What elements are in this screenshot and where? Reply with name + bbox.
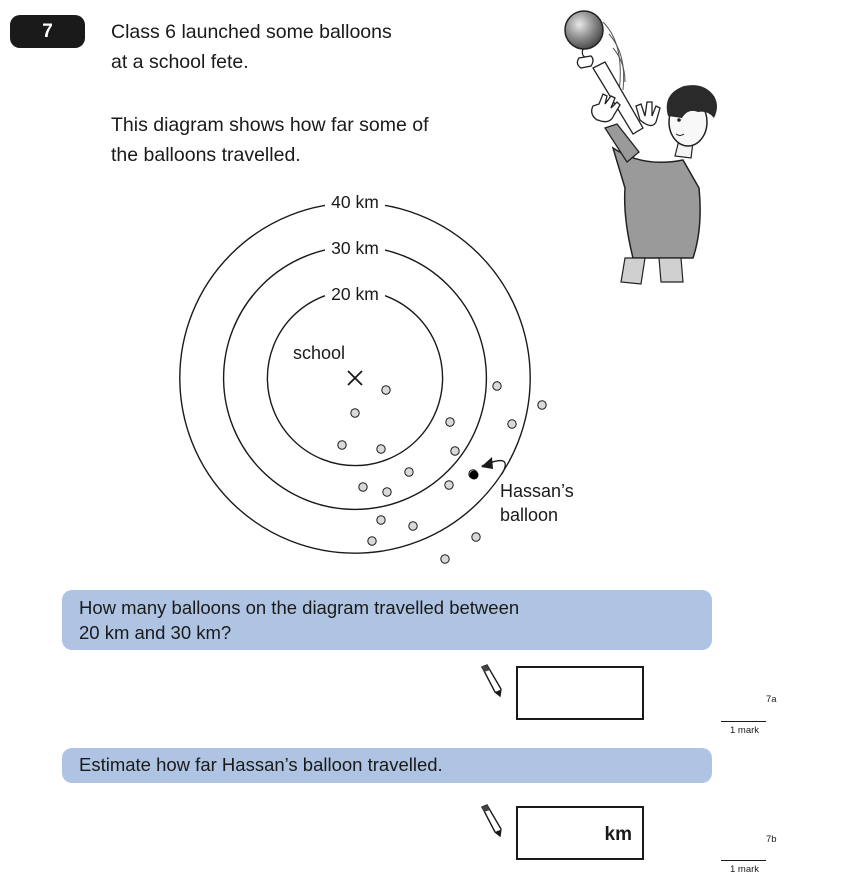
mark-divider <box>721 860 766 861</box>
balloon-marker <box>359 483 367 491</box>
intro-line: Class 6 launched some balloons <box>111 21 392 43</box>
balloon-marker <box>409 522 417 530</box>
school-label: school <box>292 343 346 363</box>
mark-divider <box>721 721 766 722</box>
description-line: This diagram shows how far some of <box>111 114 429 136</box>
prompt-line: 20 km and 30 km? <box>79 622 232 643</box>
prompt-line: Estimate how far Hassan’s balloon travelled. <box>79 754 443 775</box>
hassans-balloon-marker <box>470 471 479 480</box>
question-number: 7 <box>10 15 85 48</box>
balloon-markers <box>338 382 546 563</box>
part-b-id: 7b <box>766 834 777 845</box>
balloon-marker <box>351 409 359 417</box>
balloon-marker <box>405 468 413 476</box>
balloon-marker <box>538 401 546 409</box>
balloon-marker <box>382 386 390 394</box>
balloon-marker <box>441 555 449 563</box>
ring-label-40: 40 km <box>331 192 379 212</box>
balloon-marker <box>472 533 480 541</box>
ring-label-20: 20 km <box>331 284 379 304</box>
balloon-marker <box>446 418 454 426</box>
pencil-icon <box>478 664 504 698</box>
balloon-marker <box>377 445 385 453</box>
ring-label-30: 30 km <box>331 238 379 258</box>
balloon-marker <box>338 441 346 449</box>
part-b-marks: 1 mark <box>730 864 760 875</box>
part-a-marks: 1 mark <box>730 725 760 736</box>
balloon-marker <box>508 420 516 428</box>
description-line: the balloons travelled. <box>111 144 301 166</box>
balloon-marker <box>377 516 385 524</box>
hassans-balloon-label: Hassan’s <box>500 481 574 501</box>
part-a-prompt <box>62 590 712 650</box>
answer-box-7a[interactable] <box>516 666 644 720</box>
part-b-prompt <box>62 748 712 783</box>
part-a-id: 7a <box>766 694 777 705</box>
balloon-marker <box>493 382 501 390</box>
pencil-icon <box>478 804 504 838</box>
balloon-marker <box>383 488 391 496</box>
answer-box-7b[interactable] <box>516 806 644 860</box>
pointer-arrowhead <box>481 457 493 469</box>
balloon-marker <box>445 481 453 489</box>
hassans-balloon-label: balloon <box>500 505 559 525</box>
intro-line: at a school fete. <box>111 51 249 73</box>
balloon-marker <box>451 447 459 455</box>
answer-unit: km <box>604 824 632 845</box>
balloon-marker <box>368 537 376 545</box>
prompt-line: How many balloons on the diagram travelled between <box>79 597 520 618</box>
